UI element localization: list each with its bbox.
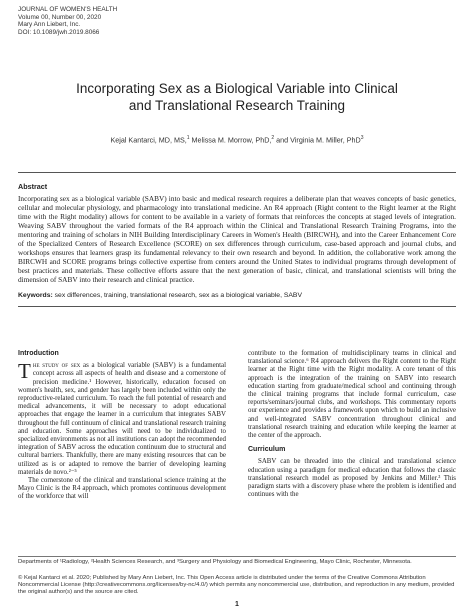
journal-volume: Volume 00, Number 00, 2020 [18,13,102,21]
curriculum-paragraph: SABV can be threaded into the clinical and translational science education using a paradigm for medical education that follows the classic translational research model as proposed by Jenkins and Miller.³ This paradigm starts with a discovery phase where the problem is identified and continues with the [248,458,456,499]
introduction-heading: Introduction [18,350,59,357]
keywords-text: sex differences, training, translational research, sex as a biological variable, SABV [52,292,302,299]
keywords [18,292,456,299]
drop-cap: T [18,359,31,384]
right-paragraph-1: contribute to the formation of multidisciplinary teams in clinical and translational science.⁶ R4 approach delivers the Right content to the Right learner at the Right time with the Right modality. A core tenant of this approach is the integration of the training on SABV into research education starting from graduate/medical school and continuing through the clinical training programs that include formal curriculum, case reports/seminars/journal clubs, and workshops. This commentary reports our experience and provides a framework upon which to build an inclusive and well-integrated SABV concentration throughout clinical and translational research training and education while keeping the learner at the center of the approach. [248,350,456,440]
curriculum-heading: Curriculum [248,446,286,454]
license-footnote: © Kejal Kantarci et al. 2020; Published by Mary Ann Liebert, Inc. This Open Access article is distributed under the terms of the Creative Commons Attribution Noncommercial License (http://creativecommons.org/licenses/by-nc/4.0/) which permits any noncommercial use, distribution, and reproduction in any medium, provided the original author(s) and the source are cited. [18,575,455,596]
page-number: 1 [235,601,239,608]
author-3: and Virginia M. Miller, PhD [274,135,361,145]
intro-paragraph-2: The cornerstone of the clinical and translational science training at the Mayo Clinic is the R4 approach, which promotes continuous development of the workforce that will [18,477,226,501]
abstract-top-rule [18,172,456,173]
footnote-rule [18,556,456,557]
author-2-affil: 2 [271,135,275,141]
intro-p1-text: as a biological variable (SABV) is a fundamental concept across all aspects of health and disease and a cornerstone of precision medicine.¹ However, historically, education focused on women's health, sex, and gender has largely been included within only the reproductive-related curriculum. To reach the full potential of research and medical advancements, it will be necessary to adopt educational approaches that engage the learner in a curriculum that integrates SABV throughout the full continuum of clinical and translational research training and education. Some approaches will need to be individualized to specialized environments as not all institutions can adopt the recommended integration of SABV across the education continuum due to structural and cultural barriers. Thankfully, there are many existing resources that can be utilized as is or adapted to remove the barrier of developing learning materials de novo.²⁻⁵ [18,362,227,476]
left-column [18,350,226,502]
author-1-affil: 1 [186,135,190,141]
title-line-2: and Translational Research Training [128,98,346,113]
journal-doi[interactable]: DOI: 10.1089/jwh.2019.8066 [18,29,100,37]
journal-name: JOURNAL OF WOMEN'S HEALTH [18,6,118,13]
right-column [248,350,456,499]
author-2: Melissa M. Morrow, PhD, [189,135,272,145]
article-title [30,80,444,114]
abstract-heading: Abstract [18,182,48,191]
author-list [30,135,444,144]
journal-header [18,6,117,37]
intro-lead: he study of sex [32,362,81,370]
intro-paragraph-1 [18,359,227,477]
journal-publisher: Mary Ann Liebert, Inc. [18,21,81,29]
author-3-affil: 3 [360,135,364,141]
keywords-bottom-rule [18,306,456,307]
author-1: Kejal Kantarci, MD, MS, [110,135,187,145]
keywords-label: Keywords: [18,292,53,299]
affiliations-footnote: Departments of ¹Radiology, ²Health Sciences Research, and ³Surgery and Physiology and Biomedical Engineering, Mayo Clinic, Rochester, Minnesota. [18,559,412,565]
abstract-body: Incorporating sex as a biological variable (SABV) into basic and medical research requires a deliberate plan that weaves concepts of basic genetics, cellular and molecular physiology, and pharmacology into translational medicine. An R4 approach (Right content to the Right learner at the Right time with the Right modality) allows for content to be available in a variety of formats that reinforces the concepts at staged levels of integration. Weaving SABV throughout the varied formats of the R4 approach within the Clinical and Translational Research Training Programs, into the mentoring and training of scholars in NIH Building Interdisciplinary Careers in Women's Health (BIRCWH), and into the Career Enhancement Core of the Specialized Centers of Research Excellence (SCORE) on sex differences through curriculum, case-based approach and journal clubs, and workshops ensures that learners grasp its fundamental relevancy to their own research and beyond. In addition, the collaborative work among the BIRCWH and SCORE programs brings collective expertise from centers around the United States to individual programs through development of best practices and materials. These collective efforts assure that the next generation of basic, clinical, and translational scientists will bring the dimension of SABV into their research and clinical practice. [18,194,456,285]
title-line-1: Incorporating Sex as a Biological Variable into Clinical [76,81,398,96]
